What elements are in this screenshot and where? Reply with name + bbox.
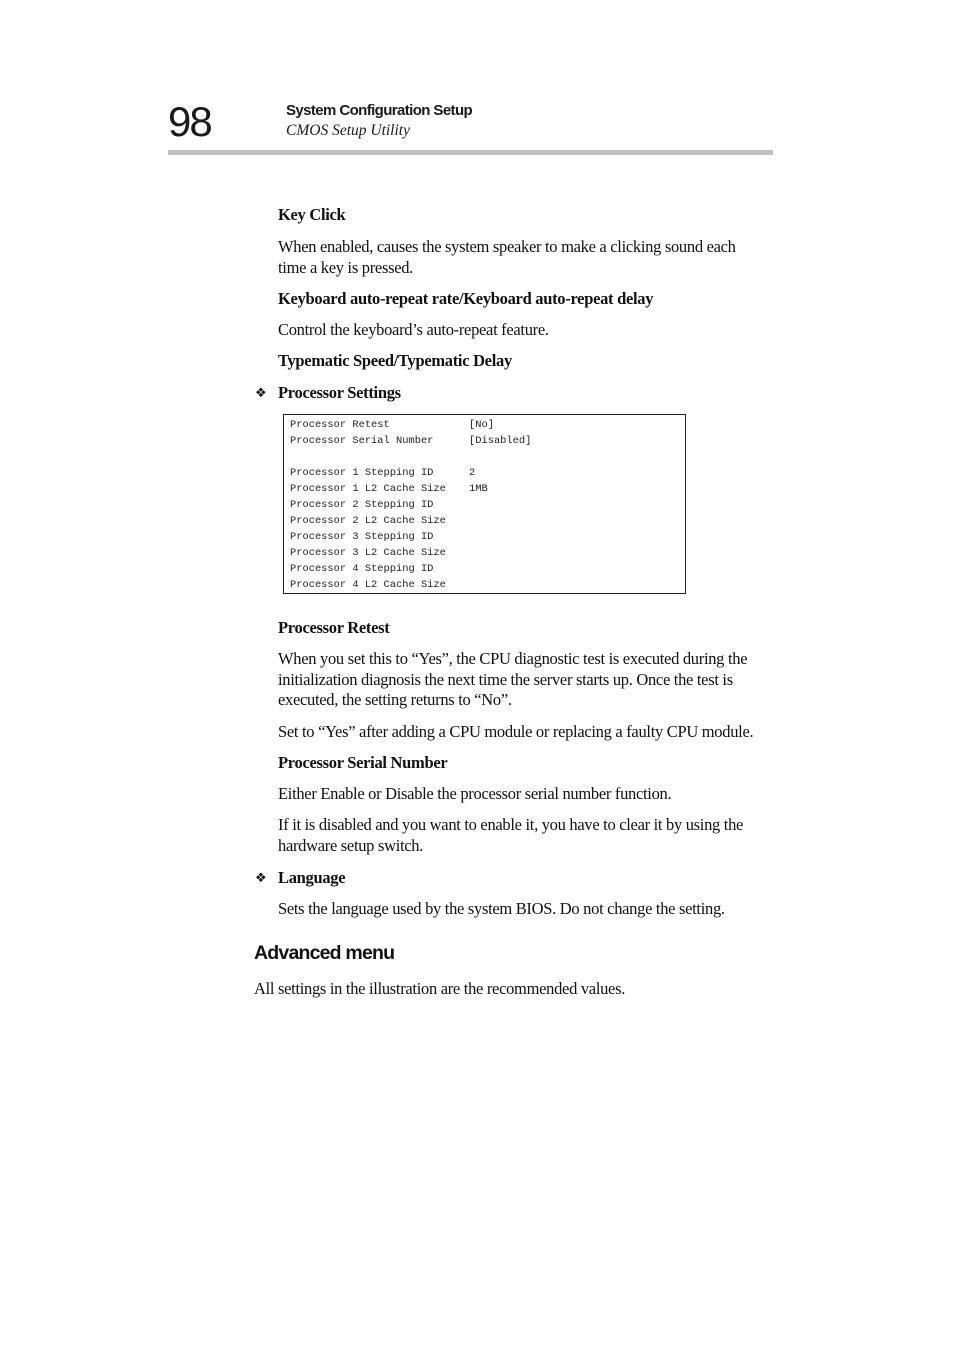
bios-row-label: Processor Serial Number	[290, 435, 434, 447]
typematic-heading: Typematic Speed/Typematic Delay	[278, 351, 512, 370]
bios-row-label: Processor 3 Stepping ID	[290, 531, 434, 543]
keyboard-repeat-heading: Keyboard auto-repeat rate/Keyboard auto-repeat delay	[278, 289, 654, 308]
language-body: Sets the language used by the system BIOS. Do not change the setting.	[278, 899, 725, 918]
bios-row-value: [No]	[469, 419, 494, 431]
bios-row-label: Processor 1 L2 Cache Size	[290, 483, 446, 495]
running-header	[286, 101, 472, 141]
processor-retest-body-line-3: executed, the setting returns to “No”.	[278, 690, 512, 709]
bios-settings-screen	[283, 414, 686, 594]
processor-settings-heading: Processor Settings	[278, 383, 401, 402]
bios-row-label: Processor 2 L2 Cache Size	[290, 515, 446, 527]
bios-row-processor-2-stepping-id	[290, 497, 434, 513]
bios-row-value: 1MB	[469, 483, 488, 495]
key-click-body-line-1: When enabled, causes the system speaker to make a clicking sound each	[278, 237, 736, 256]
processor-serial-note-line-2: hardware setup switch.	[278, 836, 424, 855]
page-number: 98	[168, 98, 211, 145]
diamond-bullet-icon: ❖	[255, 385, 267, 400]
advanced-menu-body: All settings in the illustration are the recommended values.	[254, 979, 626, 998]
bios-row-label: Processor 4 Stepping ID	[290, 563, 434, 575]
bios-row-processor-4-l2-cache-size	[290, 577, 446, 593]
bios-row-value: 2	[469, 467, 476, 479]
bios-row-processor-retest	[290, 417, 494, 433]
key-click-body-line-2: time a key is pressed.	[278, 258, 413, 277]
key-click-heading: Key Click	[278, 205, 346, 224]
processor-retest-heading: Processor Retest	[278, 618, 390, 637]
bios-row-value: [Disabled]	[469, 435, 532, 447]
bios-row-label: Processor 1 Stepping ID	[290, 467, 434, 479]
section-subtitle: CMOS Setup Utility	[286, 122, 410, 139]
processor-retest-body-line-1: When you set this to “Yes”, the CPU diagnostic test is executed during the	[278, 649, 748, 668]
processor-serial-body: Either Enable or Disable the processor serial number function.	[278, 784, 672, 803]
bios-row-processor-3-stepping-id	[290, 529, 434, 545]
bios-row-label: Processor 4 L2 Cache Size	[290, 579, 446, 591]
processor-retest-note: Set to “Yes” after adding a CPU module or replacing a faulty CPU module.	[278, 722, 754, 741]
processor-serial-note-line-1: If it is disabled and you want to enable it, you have to clear it by using the	[278, 815, 744, 834]
chapter-title: System Configuration Setup	[286, 102, 473, 119]
bios-row-label: Processor 3 L2 Cache Size	[290, 547, 446, 559]
processor-retest-body-line-2: initialization diagnosis the next time the server starts up. Once the test is	[278, 670, 733, 689]
diamond-bullet-icon: ❖	[255, 870, 267, 885]
bios-row-processor-1-l2-cache-size	[290, 481, 488, 497]
keyboard-repeat-body: Control the keyboard’s auto-repeat feature.	[278, 320, 549, 339]
advanced-menu-title: Advanced menu	[254, 942, 395, 964]
bios-row-processor-2-l2-cache-size	[290, 513, 446, 529]
bios-row-label: Processor 2 Stepping ID	[290, 499, 434, 511]
bios-row-processor-4-stepping-id	[290, 561, 434, 577]
bios-row-processor-3-l2-cache-size	[290, 545, 446, 561]
bios-row-processor-1-stepping-id	[290, 465, 476, 481]
header-rule	[168, 150, 773, 155]
language-heading: Language	[278, 868, 346, 887]
bios-row-label: Processor Retest	[290, 419, 390, 431]
bios-row-processor-serial-number	[290, 433, 532, 449]
processor-serial-heading: Processor Serial Number	[278, 753, 448, 772]
